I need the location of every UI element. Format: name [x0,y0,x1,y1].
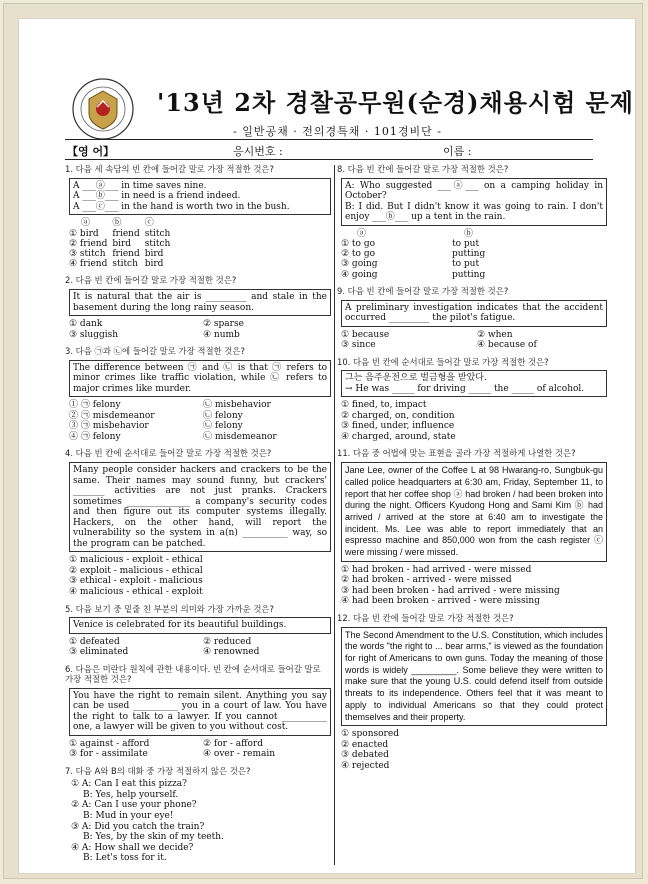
answer-option[interactable]: ① had broken - had arrived - were missed [341,564,532,575]
answer-option-pair: ㉡ felony [203,410,243,421]
question-6 [65,665,331,760]
answer-option[interactable]: ④ over - remain [203,749,276,760]
header-rule-top [65,139,593,140]
subject-label: 【영 어】 [67,145,115,158]
column-head: ⓒ [144,218,154,229]
exam-number-label: 응시번호 : [233,145,283,158]
question-box: A: Who suggested ___ⓐ___ on a camping holiday in October? B: I did. But I didn't know it was going to rain. I don't enjoy ___ⓑ___ up a tent in the rain. [341,178,607,226]
header-rule-bottom [65,159,593,160]
answer-options [341,400,607,442]
exam-paper [18,18,636,874]
option-cell: putting [452,249,486,260]
name-label: 이름 : [443,145,472,158]
answer-option[interactable]: ① because [341,329,390,340]
dialogue-b: B: Yes, by the skin of my teeth. [83,832,224,843]
option-cell: stitch [144,228,171,239]
answer-option[interactable] [341,249,490,259]
answer-option[interactable] [69,249,175,259]
answer-option[interactable]: ③ fined, under, influence [341,421,455,432]
option-cell: ④ going [341,269,378,280]
answer-option[interactable]: ① malicious - exploit - ethical [69,555,203,566]
answer-option[interactable]: ① against - afford [69,738,150,749]
column-head: ⓑ [464,228,474,239]
column-head: ⓐ [81,218,91,229]
answer-options [69,555,331,597]
question-3 [65,347,331,442]
answer-option[interactable]: ② ㉠ misdemeanor [69,410,155,421]
dialogue-a[interactable]: ④ A: How shall we decide? [71,842,194,853]
question-box: The difference between ㉠ and ㉡ is that ㉠ refers to minor crimes like traffic violation, while ㉡ refers to major crimes like murder. [69,360,331,398]
answer-option[interactable]: ③ ethical - exploit - malicious [69,576,203,587]
answer-option[interactable]: ① fined, to, impact [341,400,427,411]
option-cell: putting [452,269,486,280]
proverb-line: A ___ⓐ___ in time saves nine. [73,180,207,191]
answer-option-pair: ㉡ misdemeanor [203,431,277,442]
dialogue-b: B: Let's toss for it. [83,853,167,864]
question-box: A preliminary investigation indicates that the accident occurred _________ the pilot's fatigue. [341,300,607,327]
page-frame [3,3,643,879]
police-emblem-icon [71,77,135,141]
answer-option[interactable]: ② exploit - malicious - ethical [69,565,203,576]
answer-option[interactable]: ③ eliminated [69,647,129,658]
answer-options [341,330,607,351]
question-12 [337,614,607,771]
option-cell: friend [112,228,140,239]
answer-option[interactable]: ④ charged, around, state [341,431,456,442]
right-column [337,165,607,778]
question-text: 11. 다음 중 어법에 맞는 표현을 골라 가장 적절하게 나열한 것은? [337,448,576,459]
answer-option[interactable]: ② sparse [203,319,244,330]
answer-option[interactable] [69,239,175,249]
dialogue-b: B: Mud in your eye! [83,811,174,821]
answer-option[interactable]: ① ㉠ felony [69,400,121,411]
answer-option[interactable]: ④ rejected [341,760,390,771]
answer-option[interactable]: ④ malicious - ethical - exploit [69,586,203,597]
question-2 [65,276,331,340]
question-4 [65,449,331,597]
question-box: The Second Amendment to the U.S. Constitution, which includes the words "the right to ... bear arms," is viewed as the foundation for right of Americans to own guns. Today the meaning of those words is widely _________. Some believe they were written to make sure that the young U.S. could defend itself from outside threats to its independence. Others feel that it was meant to apply to individual Americans so that they could protect themselves and their property. [341,627,607,727]
question-9 [337,287,607,351]
question-text: 1. 다음 세 속담의 빈 칸에 들어갈 말로 가장 적절한 것은? [65,164,274,174]
dialogue-a[interactable]: ① A: Can I eat this pizza? [71,779,187,790]
question-text: 2. 다음 빈 칸에 들어갈 말로 가장 적절한 것은? [65,275,237,286]
question-5 [65,605,331,658]
answer-table [341,229,490,280]
question-box: 그는 음주운전으로 벌금형을 받았다. → He was _____ for driving _____ the _____ of alcohol. [341,370,607,397]
question-text: 10. 다음 빈 칸에 순서대로 들어갈 말로 가장 적절한 것은? [337,356,549,367]
answer-option[interactable]: ③ sluggish [69,329,119,340]
question-box: Venice is celebrated for its beautiful buildings. [69,617,331,634]
dialogue-a[interactable]: ② A: Can I use your phone? [71,800,197,811]
question-text: 4. 다음 빈 칸에 순서대로 들어갈 말로 가장 적절한 것은? [65,448,272,459]
answer-option-pair: ㉡ misbehavior [203,400,271,411]
answer-option[interactable]: ① defeated [69,636,120,647]
answer-option[interactable]: ③ ㉠ misbehavior [69,421,149,432]
option-cell: ① to go [341,239,376,250]
question-11 [337,449,607,606]
left-column [65,165,331,871]
answer-option[interactable] [341,270,490,280]
answer-option[interactable]: ① sponsored [341,729,399,740]
option-cell: friend [112,248,140,259]
answer-table [69,218,175,269]
question-1 [65,165,331,269]
question-8 [337,165,607,280]
question-7 [65,767,331,864]
option-cell: ② friend [69,238,108,249]
answer-option[interactable]: ④ because of [477,340,537,351]
option-cell: bird [112,238,132,249]
answer-option[interactable]: ② charged, on, condition [341,410,455,421]
question-text: 12. 다음 빈 칸에 들어갈 말로 가장 적절한 것은? [337,612,514,623]
answer-option[interactable] [341,259,490,269]
answer-option[interactable]: ② reduced [203,636,252,647]
answer-option[interactable]: ③ since [341,340,376,351]
answer-option[interactable]: ② for - afford [203,738,263,749]
option-cell: bird [144,248,164,259]
option-cell: ③ going [341,259,378,270]
answer-options [69,739,331,760]
option-cell: ① bird [69,228,99,239]
proverb-line: A ___ⓑ___ in need is a friend indeed. [73,191,241,202]
question-10 [337,358,607,443]
proverb-line: A ___ⓒ___ in the hand is worth two in the bush. [73,201,290,212]
answer-option[interactable]: ④ had been broken - arrived - were missing [341,596,540,607]
answer-option[interactable]: ② enacted [341,739,389,750]
option-cell: ② to go [341,249,376,260]
question-box [69,178,331,216]
answer-option[interactable]: ③ debated [341,750,389,761]
option-cell: ③ stitch [69,248,106,259]
option-cell: to put [452,239,480,250]
page-title: '13년 2차 경찰공무원(순경)채용시험 문제 [157,88,634,117]
question-text: 6. 다음은 미란다 원칙에 관한 내용이다. 빈 칸에 순서대로 들어갈 말로 가장 적절한 것은? [65,663,321,684]
question-box: Jane Lee, owner of the Coffee L at 98 Hwarang-ro, Sungbuk-gu called police headquarters at 6:30 am, Friday, September 11, to report that her coffee shop ⓐ had broken / had been broken into during the night. Officers Kyudong Hong and Sami Kim ⓑ had arrived / arrived at the store at 6:40 am to investigate the incident. Ms. Lee was able to report immediately that an espresso machine and 850,000 won from the cash register ⓒ were missing / were missed. [341,462,607,562]
question-text: 9. 다음 빈 칸에 들어갈 말로 가장 적절한 것은? [337,285,509,296]
answer-option[interactable] [341,239,490,249]
answer-option[interactable]: ② when [477,329,513,340]
page-subtitle: - 일반공채 · 전의경특채 · 101경비단 - [233,125,442,138]
question-text: 3. 다음 ㉠과 ㉡에 들어갈 말로 가장 적절한 것은? [65,346,245,357]
column-head: ⓐ [357,228,367,239]
answer-option[interactable]: ③ had been broken - had arrived - were missing [341,585,560,596]
question-box: It is natural that the air is _________ and stale in the basement during the long rainy season. [69,289,331,316]
option-cell: bird [144,259,164,269]
dialogue-a[interactable]: ③ A: Did you catch the train? [71,821,205,832]
option-cell: stitch [144,238,171,249]
option-cell: ④ friend [69,259,108,269]
answer-options [341,565,607,607]
answer-option[interactable]: ④ ㉠ felony [69,431,121,442]
answer-option-pair: ㉡ felony [203,421,243,432]
answer-option[interactable]: ④ renowned [203,647,260,658]
answer-options [69,400,331,442]
answer-options [341,729,607,771]
answer-option[interactable] [69,229,175,239]
question-text: 7. 다음 A와 B의 대화 중 가장 적절하지 않은 것은? [65,765,251,776]
answer-option[interactable]: ② had broken - arrived - were missed [341,575,512,586]
question-box: You have the right to remain silent. Anything you say can be used __________ you in a court of law. You have the right to talk to a lawyer. If you cannot __________ one, a lawyer will be given to you without cost. [69,688,331,736]
answer-options [69,319,331,340]
option-cell: stitch [112,259,138,269]
answer-options [69,637,331,658]
question-text: 8. 다음 빈 칸에 들어갈 말로 가장 적절한 것은? [337,164,509,174]
column-divider [334,165,335,865]
column-head: ⓑ [112,218,122,229]
answer-option[interactable]: ④ numb [203,329,240,340]
dialogue-b: B: Yes, help yourself. [83,789,179,800]
answer-option[interactable]: ③ for - assimilate [69,749,148,760]
question-box: Many people consider hackers and crackers to be the same. Their names may sound funny, but crackers' _______ activities are not just pranks. Crackers sometimes ______________ a company's security codes and then figure out its computer systems illegally. Hackers, on the other hand, will report the vulnerability so the system in a(n) __________ way, so the program can be patched. [69,462,331,552]
option-cell: to put [452,259,480,270]
question-text: 5. 다음 보기 중 밑줄 친 부분의 의미와 가장 가까운 것은? [65,603,274,614]
answer-option[interactable]: ① dank [69,319,103,330]
answer-option[interactable] [69,259,175,269]
